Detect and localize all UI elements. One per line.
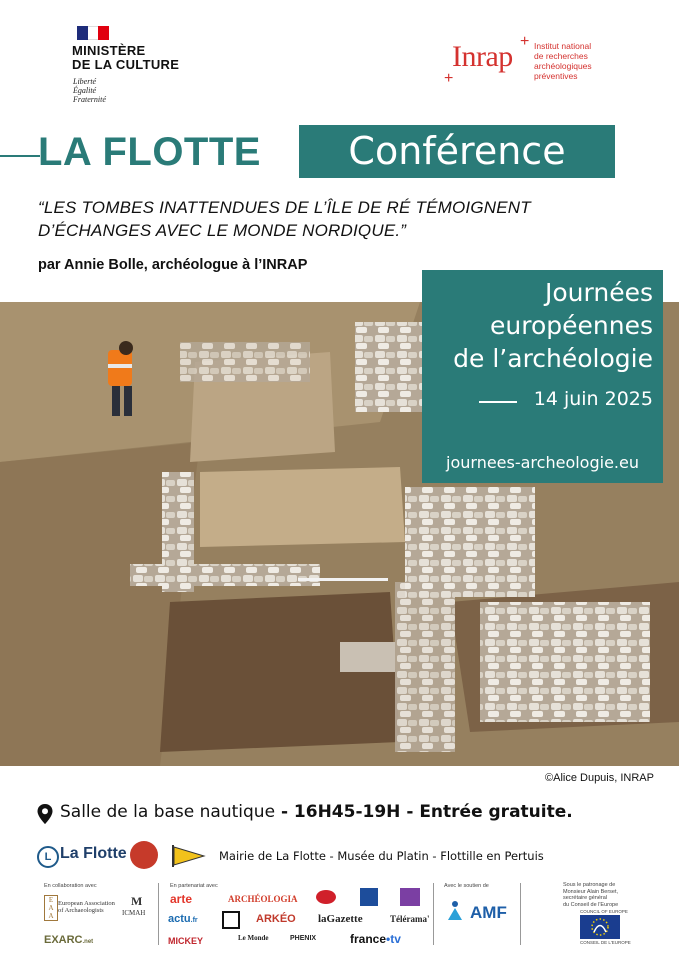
ministry-name bbox=[72, 44, 179, 72]
arkeo-logo: ARKÉO bbox=[256, 913, 296, 925]
patronage-text bbox=[563, 882, 618, 908]
inrap-desc-2: de recherches bbox=[534, 51, 588, 61]
collab-label: En collaboration avec bbox=[44, 883, 97, 889]
ministry-motto-2: Égalité bbox=[73, 86, 97, 95]
laflotte-logo-icon: L bbox=[37, 846, 59, 868]
partners-text: Mairie de La Flotte - Musée du Platin - Flottille en Pertuis bbox=[219, 849, 544, 863]
page-title: LA FLOTTE bbox=[38, 130, 261, 174]
title-rule bbox=[0, 155, 40, 157]
inrap-wordmark: Inrap bbox=[452, 40, 513, 73]
inrap-desc-4: préventives bbox=[534, 71, 578, 81]
date-dash bbox=[479, 401, 517, 403]
ministry-name-line1: MINISTÈRE bbox=[72, 43, 146, 58]
inrap-plus-icon: + bbox=[520, 33, 530, 50]
eaa-line-2: of Archaeologists bbox=[58, 907, 104, 914]
ministry-flag bbox=[77, 26, 109, 40]
amf-logo: AMF bbox=[470, 903, 507, 922]
coe-label-fr: CONSEIL DE L'EUROPE bbox=[580, 940, 631, 945]
quote-line-2: D’ÉCHANGES AVEC LE MONDE NORDIQUE.” bbox=[38, 221, 407, 240]
quote-line-1: “LES TOMBES INATTENDUES DE L’ÎLE DE RÉ TÉMOIGNENT bbox=[38, 198, 531, 217]
conference-badge: Conférence bbox=[299, 125, 615, 178]
patronage-line-2: Monsieur Alain Berset, bbox=[563, 888, 619, 895]
venue-place: Salle de la base nautique bbox=[60, 802, 276, 822]
musee-platin-logo-icon bbox=[130, 841, 158, 869]
icmah-logo: ICMAH bbox=[122, 909, 146, 917]
logo-divider bbox=[520, 883, 521, 945]
journees-line-2: européennes bbox=[490, 311, 653, 340]
eaa-logo-icon: E A A bbox=[44, 895, 58, 921]
patronage-line-4: du Conseil de l'Europe bbox=[563, 901, 619, 908]
council-of-europe-logo-icon bbox=[580, 915, 620, 939]
media-logo-icon bbox=[360, 888, 378, 906]
partner-label: En partenariat avec bbox=[170, 883, 218, 889]
coe-label: COUNCIL OF EUROPE bbox=[580, 909, 628, 914]
media-logo-icon bbox=[400, 888, 420, 906]
telerama-logo: Télérama' bbox=[390, 914, 430, 924]
exarc-logo bbox=[44, 934, 93, 946]
eaa-name bbox=[58, 900, 115, 914]
ministry-motto-3: Fraternité bbox=[73, 95, 106, 104]
exarc-text: EXARC bbox=[44, 934, 83, 946]
francetv-suffix: •tv bbox=[386, 932, 401, 946]
phenix-logo: PHENIX bbox=[290, 935, 317, 942]
actu-suffix: .fr bbox=[190, 917, 198, 924]
journees-line-3: de l’archéologie bbox=[453, 344, 653, 373]
patronage-line-1: Sous le patronage de bbox=[563, 882, 616, 888]
lecture-quote bbox=[38, 196, 618, 242]
media-logo-icon bbox=[316, 890, 336, 904]
amf-logo-icon bbox=[444, 900, 466, 922]
patronage-line-3: secrétaire général bbox=[563, 895, 608, 901]
media-logo-icon bbox=[222, 911, 240, 929]
photo-credit: ©Alice Dupuis, INRAP bbox=[545, 772, 654, 784]
eaa-line-1: European Association bbox=[58, 900, 115, 907]
ministry-motto bbox=[73, 77, 106, 104]
archeologia-logo: ARCHÉOLOGIA bbox=[228, 894, 298, 904]
actu-text: actu bbox=[168, 913, 191, 925]
support-label: Avec le soutien de bbox=[444, 883, 489, 889]
lagazette-logo: laGazette bbox=[318, 913, 363, 925]
venue-info bbox=[60, 802, 573, 822]
inrap-description bbox=[534, 41, 624, 81]
inrap-desc-3: archéologiques bbox=[534, 61, 592, 71]
francetv-logo bbox=[350, 932, 401, 946]
speaker-byline: par Annie Bolle, archéologue à l’INRAP bbox=[38, 257, 308, 273]
exarc-suffix: .net bbox=[82, 939, 94, 945]
inrap-desc-1: Institut national bbox=[534, 41, 592, 51]
actu-logo bbox=[168, 913, 198, 925]
location-pin-icon bbox=[37, 804, 53, 824]
venue-time: - 16H45-19H - bbox=[275, 802, 420, 822]
ministry-motto-1: Liberté bbox=[73, 77, 97, 86]
journees-title bbox=[453, 276, 653, 375]
arte-logo: arte bbox=[170, 892, 193, 906]
icmah-mark-icon: M bbox=[131, 894, 143, 908]
logo-divider bbox=[433, 883, 434, 945]
francetv-text: france bbox=[350, 932, 387, 946]
journees-line-1: Journées bbox=[545, 278, 653, 307]
flottille-flag-icon bbox=[172, 845, 206, 867]
mickey-logo: MICKEY bbox=[168, 936, 204, 946]
event-website-link[interactable]: journees-archeologie.eu bbox=[446, 453, 639, 472]
ministry-name-line2: DE LA CULTURE bbox=[72, 57, 180, 72]
logo-divider bbox=[158, 883, 159, 945]
laflotte-logo-text: La Flotte bbox=[60, 845, 127, 862]
journees-box bbox=[422, 270, 663, 483]
venue-entry: Entrée gratuite. bbox=[419, 802, 573, 822]
inrap-plus-icon: + bbox=[444, 70, 454, 87]
lemonde-logo: Le Monde bbox=[238, 934, 269, 942]
event-date: 14 juin 2025 bbox=[533, 388, 653, 410]
